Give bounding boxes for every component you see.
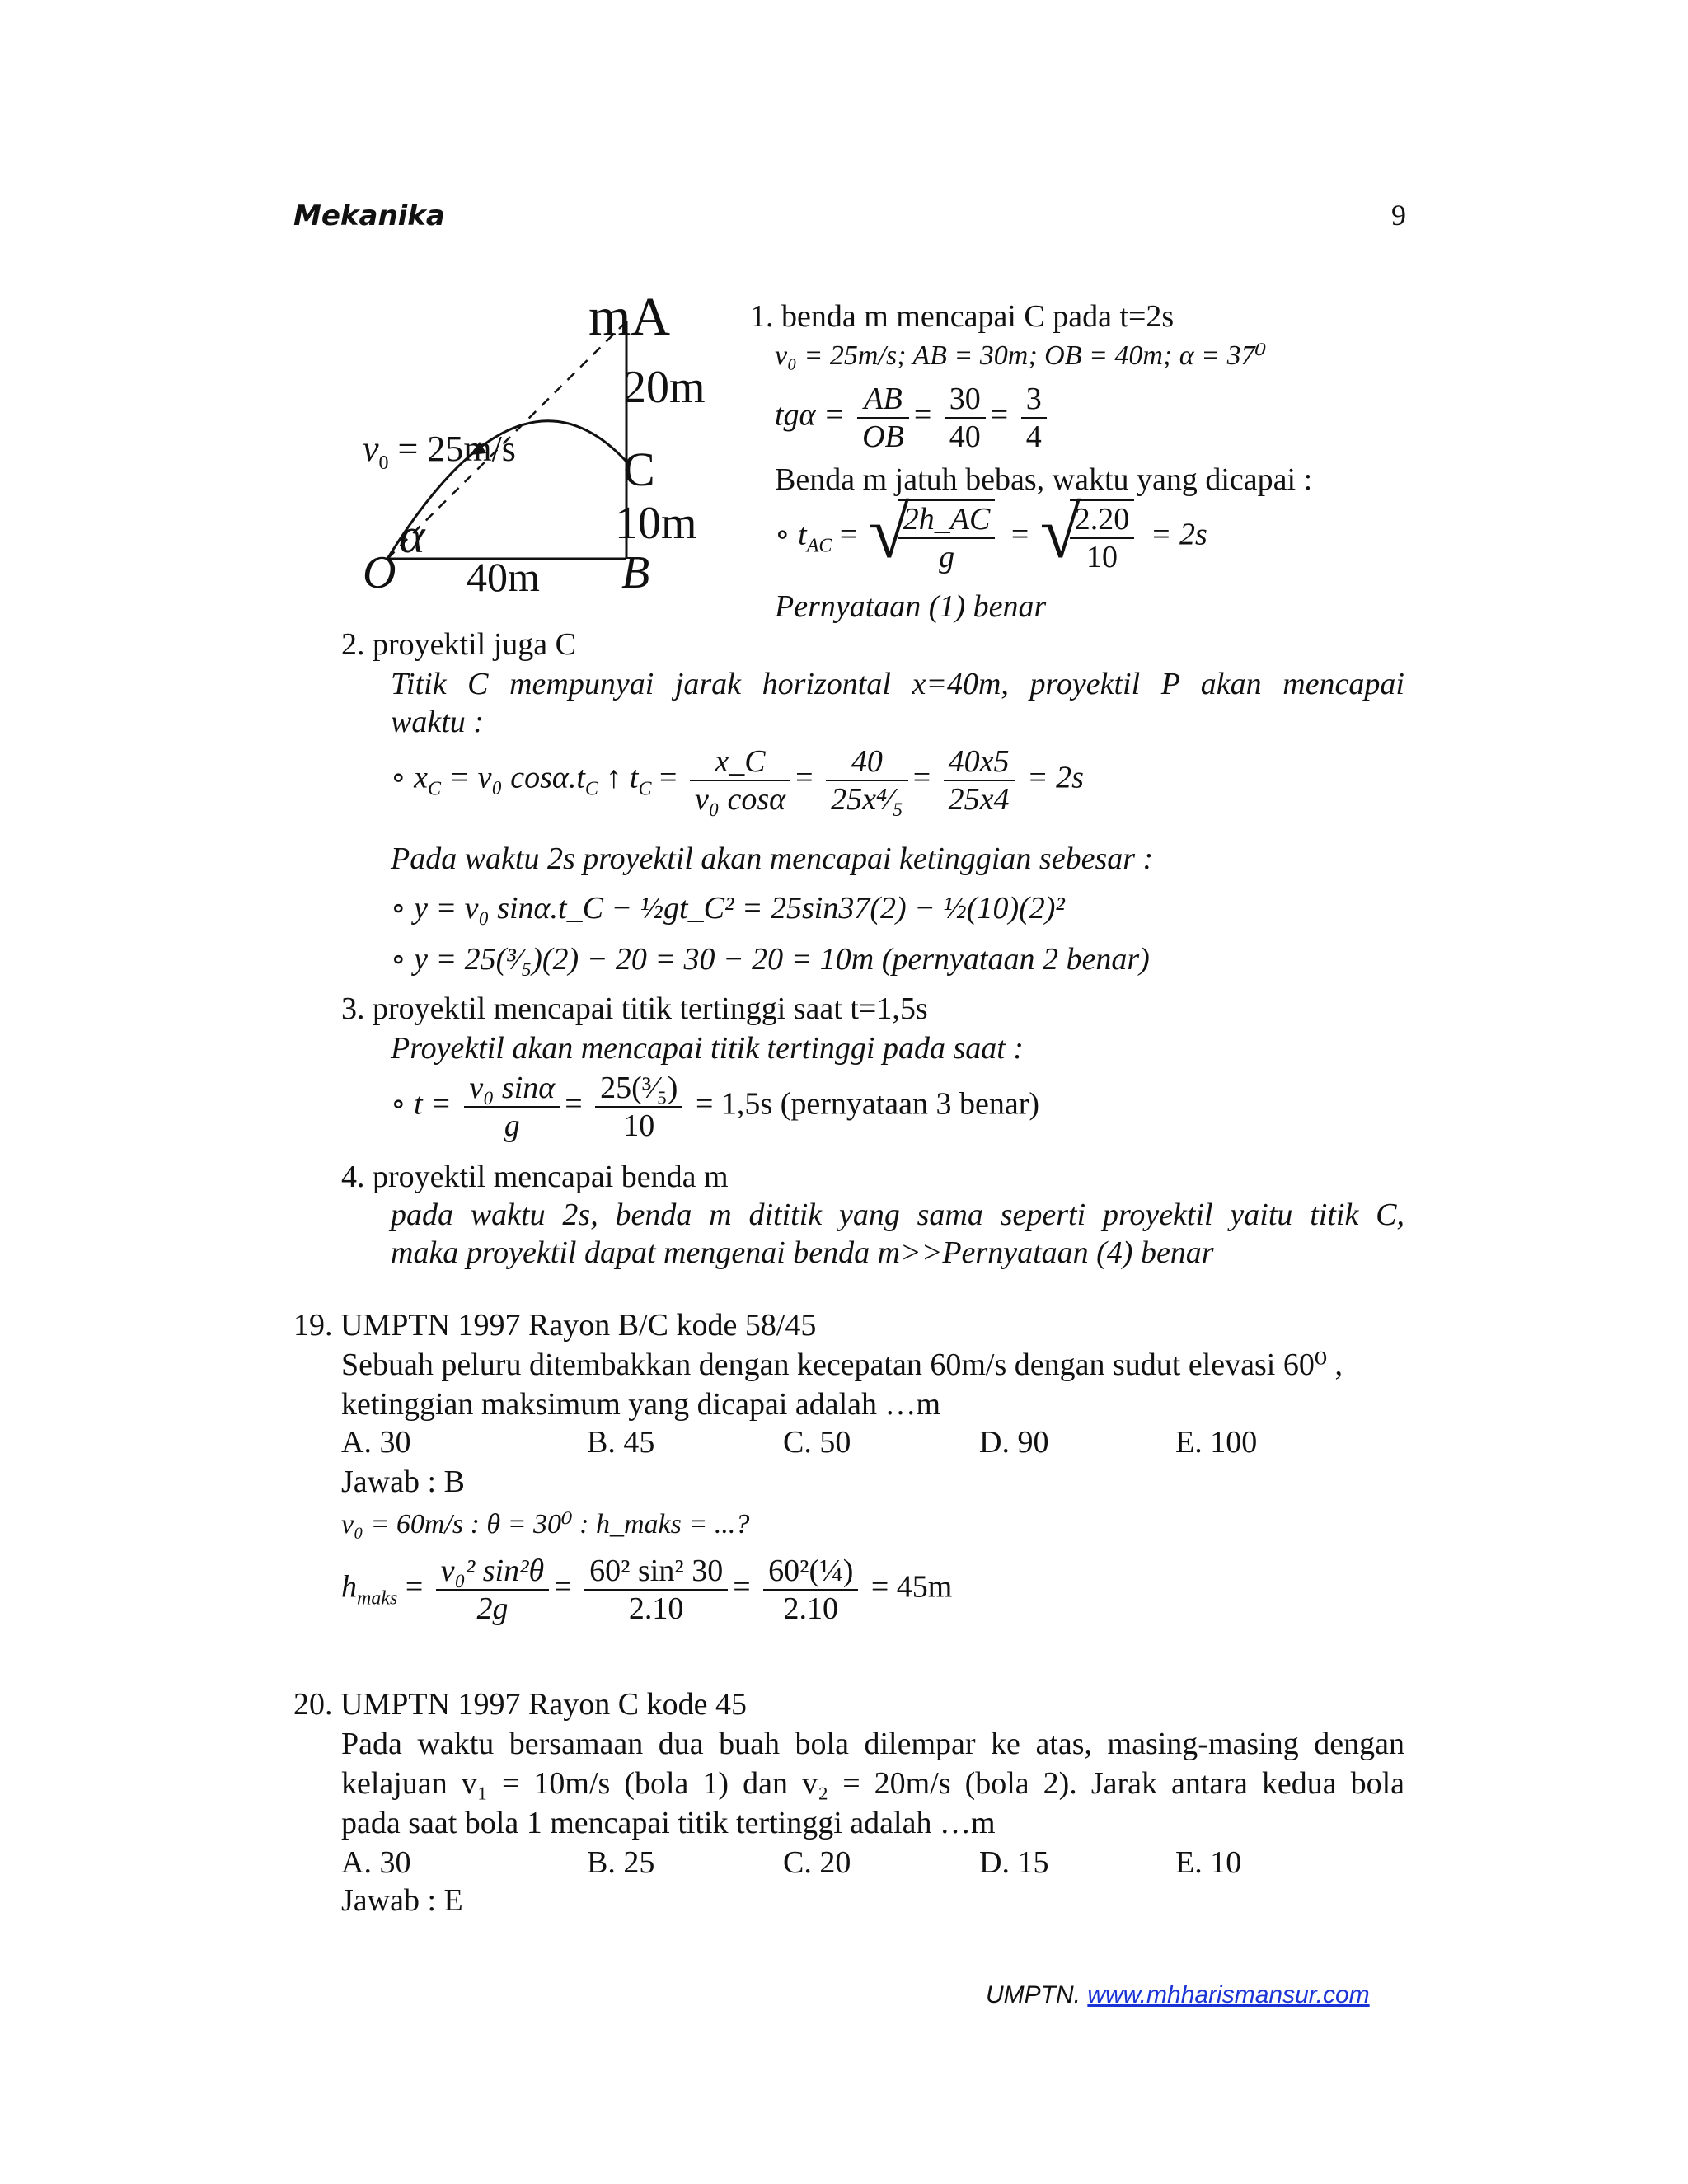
label-b: B: [621, 547, 650, 598]
label-alpha: α: [399, 509, 425, 563]
q20-text1: Pada waktu bersamaan dua buah bola dilempar ke atas, masing-masing dengan: [341, 1727, 1404, 1761]
footer-prefix: UMPTN.: [986, 1981, 1081, 2008]
label-v0: $v_0 = 25m/s$: [363, 429, 516, 474]
item2-eq2: ∘ y = v₀ sinα.t_C − ½gt_C² = 25sin37(2) − ½(10)(2)²: [391, 891, 1065, 926]
q20-title: 20. UMPTN 1997 Rayon C kode 45: [293, 1687, 747, 1722]
label-10m: 10m: [615, 498, 697, 549]
label-ma: mA: [588, 287, 670, 347]
q19-answer: Jawab : B: [341, 1465, 465, 1499]
footer-link[interactable]: www.mhharismansur.com: [1087, 1981, 1370, 2008]
item3-desc: Proyektil akan mencapai titik tertinggi pada saat :: [391, 1031, 1024, 1066]
q20-option-a: A. 30: [341, 1845, 411, 1880]
q20-option-e: E. 10: [1175, 1845, 1242, 1880]
item2-eq1: ∘ $x_C = v_0$ $\cos\alpha.t_C$ ↑ $t_C$ = $\frac{x\_C}{\text{v₀ cosα}}$ = $\frac{40}{\text{25x⁴⁄₅}}$ = $\frac{40x5}{25x4}$ = 2s: [391, 744, 1084, 817]
item2-desc2: waktu :: [391, 705, 484, 739]
item3-eq: ∘ t = $\frac{\text{v₀ sinα}}{g}$ = $\frac{\text{25(³⁄₅)}}{10}$ = 1,5s (pernyataan 3 benar): [391, 1071, 1040, 1143]
item2-desc3: Pada waktu 2s proyektil akan mencapai ketinggian sebesar :: [391, 841, 1154, 876]
item4-desc2: maka proyektil dapat mengenai benda m>>Pernyataan (4) benar: [391, 1235, 1214, 1270]
q19-option-e: E. 100: [1175, 1425, 1258, 1460]
item1-given: v₀ = 25m/s; AB = 30m; OB = 40m; α = 37⁰: [775, 340, 1267, 371]
q20-option-d: D. 15: [979, 1845, 1049, 1880]
q19-given: v₀ = 60m/s : θ = 30⁰ : h_maks = ...?: [341, 1509, 750, 1540]
item2-eq3: ∘ y = 25(³⁄₅)(2) − 20 = 30 − 20 = 10m (pernyataan 2 benar): [391, 942, 1150, 977]
label-20m: 20m: [623, 362, 706, 413]
item1-tac-eq: ∘ $t_{AC}$ = √ $\frac{2h\_AC}{g}$ = √ $\frac{2.20}{10}$ = 2s: [775, 499, 1207, 575]
q20-text3: pada saat bola 1 mencapai titik tertinggi adalah …m: [341, 1806, 996, 1840]
item1-line4: Benda m jatuh bebas, waktu yang dicapai :: [775, 462, 1313, 497]
item2-title: 2. proyektil juga C: [341, 627, 576, 662]
item3-title: 3. proyektil mencapai titik tertinggi saat t=1,5s: [341, 991, 928, 1026]
item4-title: 4. proyektil mencapai benda m: [341, 1160, 729, 1194]
q20-text2: kelajuan v₁ = 10m/s (bola 1) dan v₂ = 20m/s (bola 2). Jarak antara kedua bola: [341, 1766, 1404, 1801]
q19-option-c: C. 50: [783, 1425, 851, 1460]
q19-text2: ketinggian maksimum yang dicapai adalah …m: [341, 1387, 941, 1422]
q19-text1: Sebuah peluru ditembakkan dengan kecepatan 60m/s dengan sudut elevasi 60⁰ ,: [341, 1347, 1343, 1382]
q19-title: 19. UMPTN 1997 Rayon B/C kode 58/45: [293, 1308, 817, 1343]
q20-option-b: B. 25: [587, 1845, 655, 1880]
q19-hmax-eq: $h_{maks}$ = $\frac{\text{v₀² sin²θ}}{2g}$ = $\frac{\text{60² sin² 30}}{2.10}$ = $\frac{\text{60²(¼)}}{2.10}$ = 45m: [341, 1554, 953, 1626]
footer: [986, 1981, 1370, 2009]
item1-conclusion: Pernyataan (1) benar: [775, 589, 1047, 624]
label-o: O: [363, 547, 396, 598]
q19-option-b: B. 45: [587, 1425, 655, 1460]
running-header-title: Mekanika: [293, 199, 445, 232]
item4-desc1: pada waktu 2s, benda m dititik yang sama seperti proyektil yaitu titik C,: [391, 1197, 1404, 1232]
q20-option-c: C. 20: [783, 1845, 851, 1880]
q19-option-d: D. 90: [979, 1425, 1049, 1460]
page-number: 9: [1391, 199, 1406, 232]
q20-answer: Jawab : E: [341, 1883, 463, 1918]
label-c: C: [623, 443, 655, 496]
q19-option-a: A. 30: [341, 1425, 411, 1460]
item2-desc1: Titik C mempunyai jarak horizontal x=40m, proyektil P akan mencapai: [391, 667, 1404, 701]
label-40m: 40m: [467, 554, 540, 600]
item1-line1: 1. benda m mencapai C pada t=2s: [750, 299, 1175, 334]
item1-tangent-eq: tgα = $\frac{AB}{OB}$ = $\frac{30}{40}$ = $\frac{3}{4}$: [775, 381, 1052, 455]
